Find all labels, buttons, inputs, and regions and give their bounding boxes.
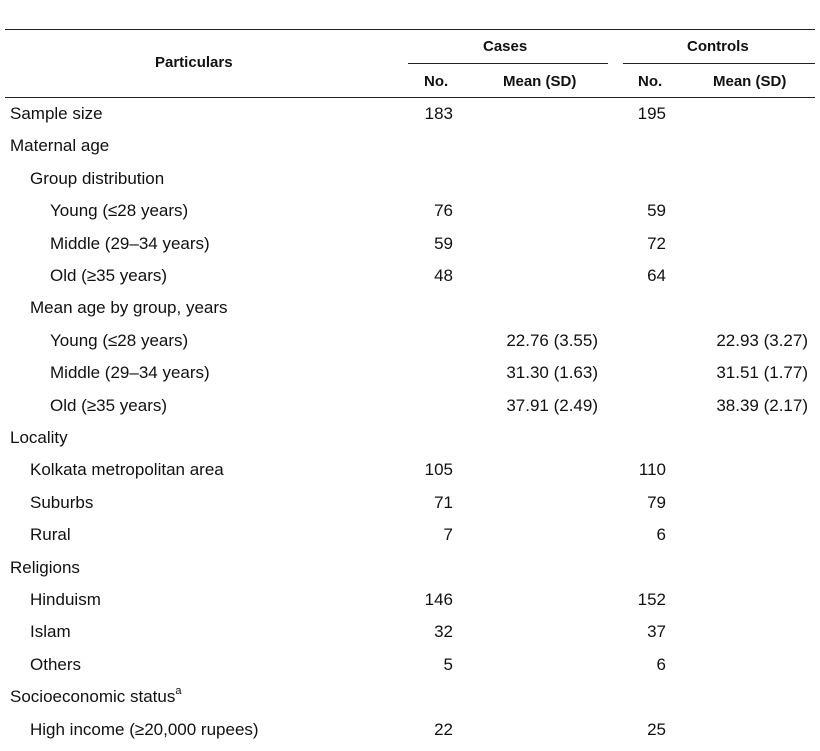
row-label — [50, 390, 167, 422]
controls-no-cell: 25 — [647, 720, 666, 739]
row-label — [10, 422, 68, 454]
cases-group-rule — [408, 63, 608, 64]
table-row — [0, 390, 820, 422]
row-label — [10, 552, 80, 584]
row-label — [10, 98, 103, 130]
table-row — [0, 98, 820, 130]
cases-no-cell: 59 — [434, 234, 453, 253]
cases-no-cell: 22 — [434, 720, 453, 739]
row-label-text: Religions — [10, 558, 80, 577]
header-cases: Cases — [483, 38, 528, 55]
controls-no-cell: 59 — [647, 201, 666, 220]
row-label — [30, 714, 259, 746]
row-label — [30, 616, 71, 648]
row-label-text: Old (≥35 years) — [50, 266, 168, 285]
cases-mean-cell: 31.30 (1.63) — [506, 363, 598, 382]
row-label-text: Kolkata metropolitan area — [30, 460, 224, 479]
cases-no-cell: 32 — [434, 622, 453, 641]
row-label-text: Middle (29–34 years) — [50, 234, 210, 253]
table-row — [0, 292, 820, 324]
table-row — [0, 357, 820, 389]
table-row — [0, 195, 820, 227]
row-label-text: Young (≤28 years) — [50, 201, 189, 220]
table-row — [0, 584, 820, 616]
cases-mean-cell: 37.91 (2.49) — [506, 396, 598, 415]
row-label — [50, 260, 167, 292]
row-label — [10, 130, 109, 162]
row-label — [50, 325, 188, 357]
row-label — [50, 228, 210, 260]
row-label — [50, 195, 188, 227]
cases-no-cell: 105 — [424, 460, 453, 479]
table-row — [0, 681, 820, 713]
controls-no-cell: 6 — [656, 525, 666, 544]
row-label — [50, 357, 210, 389]
footnote-marker: a — [175, 685, 182, 698]
controls-no-cell: 195 — [637, 104, 666, 123]
row-label-text: Sample size — [10, 104, 103, 123]
controls-mean-cell: 38.39 (2.17) — [716, 396, 808, 415]
controls-no-cell: 79 — [647, 493, 666, 512]
table-row — [0, 487, 820, 519]
cases-mean-cell: 22.76 (3.55) — [506, 331, 598, 350]
controls-no-cell: 72 — [647, 234, 666, 253]
row-label-text: High income (≥20,000 rupees) — [30, 720, 259, 739]
table-row — [0, 616, 820, 648]
row-label — [30, 163, 164, 195]
cases-no-cell: 48 — [434, 266, 453, 285]
row-label-text: Rural — [30, 525, 71, 544]
header-controls-no: No. — [638, 73, 663, 90]
row-label-text: Suburbs — [30, 493, 94, 512]
table-row — [0, 260, 820, 292]
row-label — [30, 487, 93, 519]
row-label-text: Others — [30, 655, 82, 674]
header-cases-no: No. — [424, 73, 449, 90]
row-label-text: Young (≤28 years) — [50, 331, 189, 350]
row-label-text: Group distribution — [30, 169, 165, 188]
table-row — [0, 519, 820, 551]
controls-no-cell: 6 — [656, 655, 666, 674]
table-row — [0, 714, 820, 746]
controls-mean-cell: 22.93 (3.27) — [716, 331, 808, 350]
cases-no-cell: 7 — [443, 525, 453, 544]
controls-group-rule — [623, 63, 815, 64]
cases-no-cell: 5 — [443, 655, 453, 674]
row-label — [30, 454, 224, 486]
header-controls-mean-sd: Mean (SD) — [713, 73, 787, 90]
controls-no-cell: 64 — [647, 266, 666, 285]
row-label-text: Locality — [10, 428, 68, 447]
row-label-text: Old (≥35 years) — [50, 396, 168, 415]
header-cases-mean-sd: Mean (SD) — [503, 73, 577, 90]
cases-no-cell: 76 — [434, 201, 453, 220]
table-row — [0, 552, 820, 584]
header-particulars: Particulars — [155, 54, 233, 71]
row-label — [30, 519, 71, 551]
row-label-text: Hinduism — [30, 590, 101, 609]
row-label-text: Islam — [30, 622, 71, 641]
controls-no-cell: 110 — [638, 460, 666, 479]
row-label-text: Maternal age — [10, 136, 110, 155]
table-row — [0, 325, 820, 357]
row-label — [30, 584, 101, 616]
row-label — [10, 681, 182, 713]
table-row — [0, 454, 820, 486]
cases-no-cell: 71 — [434, 493, 453, 512]
table-row — [0, 422, 820, 454]
table-row — [0, 163, 820, 195]
controls-no-cell: 37 — [647, 622, 666, 641]
table-row — [0, 130, 820, 162]
row-label-text: Mean age by group, years — [30, 298, 228, 317]
table-row — [0, 228, 820, 260]
cases-no-cell: 183 — [424, 104, 453, 123]
row-label — [30, 292, 228, 324]
table-row — [0, 649, 820, 681]
row-label-text: Middle (29–34 years) — [50, 363, 210, 382]
cases-no-cell: 146 — [424, 590, 453, 609]
row-label — [30, 649, 81, 681]
controls-no-cell: 152 — [637, 590, 666, 609]
top-rule — [5, 29, 815, 30]
row-label-text: Socioeconomic status — [10, 687, 176, 706]
controls-mean-cell: 31.51 (1.77) — [716, 363, 808, 382]
header-controls: Controls — [687, 38, 749, 55]
